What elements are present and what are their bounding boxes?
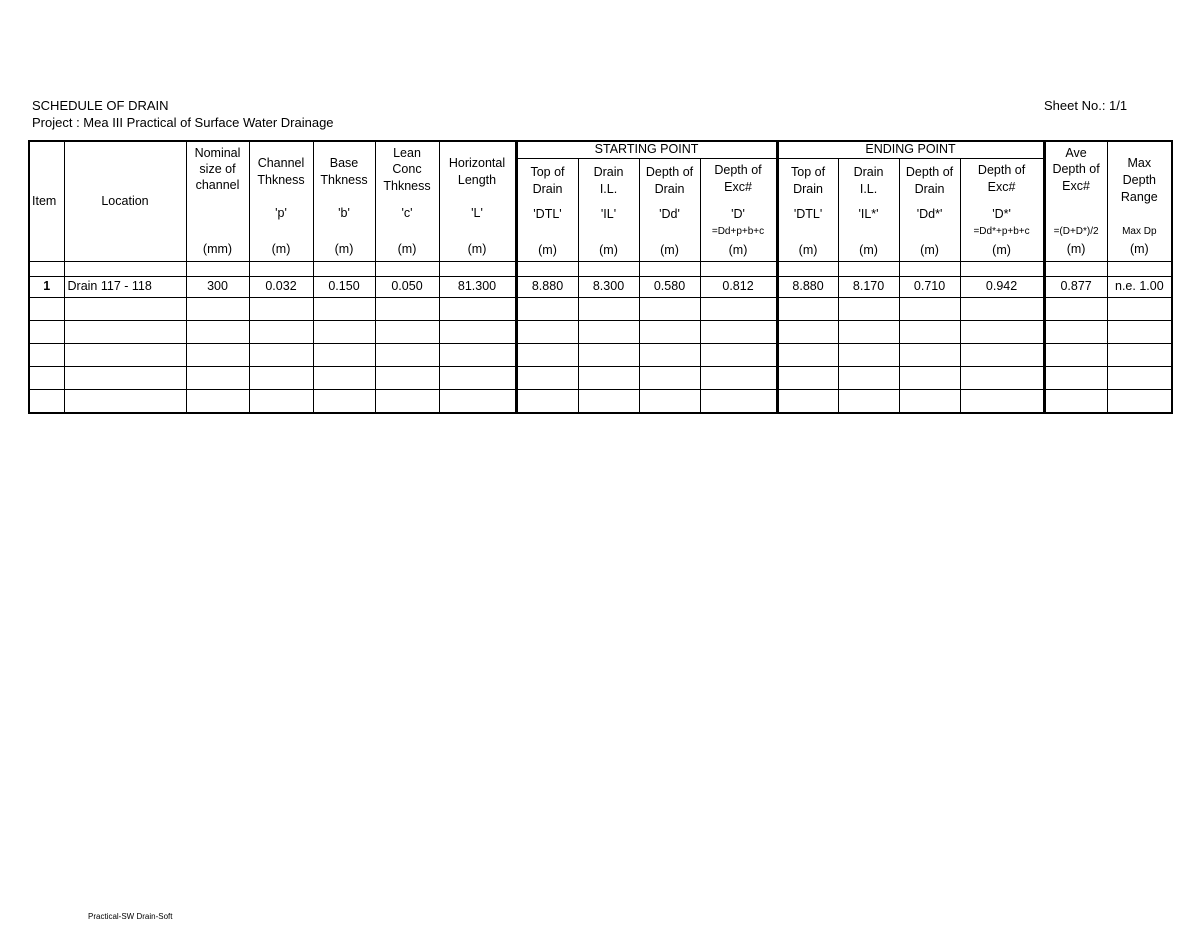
cell-end-d: 0.942	[960, 277, 1044, 298]
spacer-row	[29, 262, 1172, 277]
document-title: SCHEDULE OF DRAIN	[32, 98, 169, 113]
cell-channel-thickness: 0.032	[249, 277, 313, 298]
col-header-item: Item	[29, 141, 64, 262]
col-header-start-depth-of-drain: Depth of Drain 'Dd' (m)	[639, 159, 700, 262]
cell-lean-conc-thickness: 0.050	[375, 277, 439, 298]
col-header-channel-thickness: Channel Thkness 'p' (m)	[249, 141, 313, 262]
cell-start-dtl: 8.880	[516, 277, 578, 298]
cell-item: 1	[29, 277, 64, 298]
cell-end-il: 8.170	[838, 277, 899, 298]
table-row	[29, 277, 1172, 298]
cell-end-dtl: 8.880	[777, 277, 838, 298]
cell-end-dd: 0.710	[899, 277, 960, 298]
col-header-start-depth-of-exc: Depth of Exc# 'D' =Dd+p+b+c (m)	[700, 159, 777, 262]
header-row	[29, 141, 1172, 159]
cell-ave-depth: 0.877	[1044, 277, 1107, 298]
col-header-start-top-of-drain: Top of Drain 'DTL' (m)	[516, 159, 578, 262]
col-header-nominal-size: Nominal size of channel (mm)	[186, 141, 249, 262]
table-row	[29, 344, 1172, 367]
sheet-number: Sheet No.: 1/1	[1044, 98, 1128, 113]
col-header-end-top-of-drain: Top of Drain 'DTL' (m)	[777, 159, 838, 262]
cell-start-il: 8.300	[578, 277, 639, 298]
col-header-ave-depth: Ave Depth of Exc# =(D+D*)/2 (m)	[1044, 141, 1107, 262]
col-header-location: Location	[64, 141, 186, 262]
col-header-end-depth-of-drain: Depth of Drain 'Dd*' (m)	[899, 159, 960, 262]
cell-nominal-size: 300	[186, 277, 249, 298]
cell-start-d: 0.812	[700, 277, 777, 298]
cell-start-dd: 0.580	[639, 277, 700, 298]
cell-horizontal-length: 81.300	[439, 277, 516, 298]
cell-location: Drain 117 - 118	[64, 277, 186, 298]
group-ending-point: ENDING POINT	[777, 141, 1044, 159]
footer-filename: Practical-SW Drain-Soft	[88, 912, 173, 921]
table-row	[29, 390, 1172, 414]
cell-max-depth: n.e. 1.00	[1107, 277, 1172, 298]
col-header-max-depth: Max Depth Range Max Dp (m)	[1107, 141, 1172, 262]
project-name: Project : Mea III Practical of Surface Water Drainage	[32, 115, 334, 130]
cell-base-thickness: 0.150	[313, 277, 375, 298]
table-row	[29, 321, 1172, 344]
table-row	[29, 298, 1172, 321]
col-header-lean-conc-thickness: Lean Conc Thkness 'c' (m)	[375, 141, 439, 262]
table-row	[29, 367, 1172, 390]
drain-schedule-table	[28, 140, 1173, 414]
col-header-base-thickness: Base Thkness 'b' (m)	[313, 141, 375, 262]
col-header-end-drain-il: Drain I.L. 'IL*' (m)	[838, 159, 899, 262]
group-starting-point: STARTING POINT	[516, 141, 777, 159]
col-header-start-drain-il: Drain I.L. 'IL' (m)	[578, 159, 639, 262]
col-header-horizontal-length: Horizontal Length 'L' (m)	[439, 141, 516, 262]
col-header-end-depth-of-exc: Depth of Exc# 'D*' =Dd*+p+b+c (m)	[960, 159, 1044, 262]
